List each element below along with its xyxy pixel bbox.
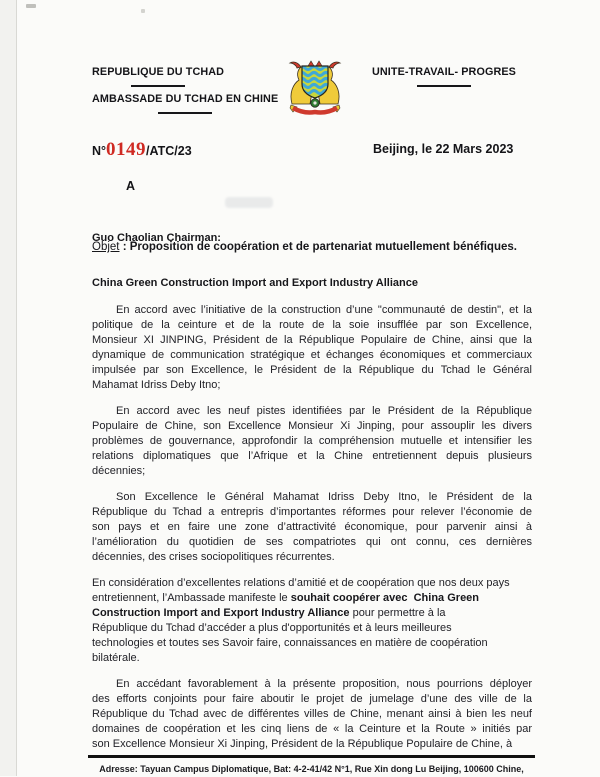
letterhead-left [92,66,278,120]
body-line: entretiennent, l’Ambassade manifeste le souhait coopérer avec China Green [92,592,480,604]
body-line: dynamique de communication stratégique et échanges économiques et commerciaux [92,349,532,361]
letterhead-right [372,66,516,93]
reference-prefix: N° [92,144,107,158]
paragraph [92,303,532,393]
body-line: République du Tchad d’accéder a plus d'opportunités et à leurs meilleures [92,622,452,634]
body-line: En considération d’excellentes relations d’amitié et de coopération que nos deux pays [92,577,510,589]
scan-speck [26,4,36,8]
reference-digits: 0149 [106,139,147,160]
subject-separator: : [119,241,130,253]
salutation: A [126,179,136,193]
body-line: En accord avec l’initiative de la construction d’une "communauté de destin", et la [116,304,532,316]
body-line: Populaire de Chine, son Excellence Monsieur Xi Jinping, pour assouplir les divers [92,420,532,432]
divider-rule [417,85,471,87]
reference-number [92,139,192,161]
country-title: REPUBLIQUE DU TCHAD [92,66,225,78]
body-line: relations diplomatiques que l’Afrique et la Chine entretiennent depuis plusieurs [92,450,532,462]
body-line: bilatérale. [92,652,140,664]
letter-body [92,303,532,763]
body-line: domaines de coopération et les cinq liens de « la Ceinture et la Route » initiés par [92,723,532,735]
subject-line [92,239,536,255]
body-line: Monsieur XI JINPING, Président de la République Populaire de Chine, ainsi que la [92,334,532,346]
reference-suffix: /ATC/23 [146,144,192,158]
scan-page-edge [0,0,17,776]
divider-rule [158,112,212,114]
motto-title: UNITE-TRAVAIL- PROGRES [372,66,516,78]
body-line: son pays et en faire une zone d’attractivité économique, pour parvenir ainsi à [92,521,532,533]
footer-rule [88,755,535,758]
body-line: République du Tchad avec de différentes villes de Chine, menant ainsi à bien les neuf [92,708,532,720]
body-line: Mahamat Idriss Deby Itno; [92,379,221,391]
body-line: des efforts conjoints pour faire aboutir le projet de jumelage d’une des ville de la [92,693,532,705]
subject-label: Objet [92,241,120,253]
body-line: En accord avec les neuf pistes identifiées par le Président de la République [116,405,532,417]
embassy-title: AMBASSADE DU TCHAD EN CHINE [92,93,279,105]
body-line: problèmes de gouvernance, approfondir la compréhension mutuelle et intensifier les [92,435,532,447]
body-line: son Excellence Monsieur Xi Jinping, Président de la République Populaire de Chine, à [92,738,513,750]
subject-text: Proposition de coopération et de partenariat mutuellement bénéfiques. [129,241,517,253]
body-line: décennies; [92,465,146,477]
body-line: République du Tchad a entrepris d’importantes réformes pour relever l’économie de [92,506,532,518]
paragraph [92,677,532,752]
body-line: décennies, des crises sociopolitiques récurrentes. [92,551,335,563]
chad-coat-of-arms-icon [281,58,349,118]
paragraph [92,576,532,666]
body-line: l’amélioration du quotidien de ses compatriotes qui ont connu, ces dernières [92,536,532,548]
date-line: Beijing, le 22 Mars 2023 [373,142,514,156]
body-line: impulsée par son Excellence, le Président de la République du Tchad le Général [92,364,532,376]
paragraph [92,490,532,565]
addressee-name: Guo Chaolian Chairman: [92,232,221,244]
footer-address: Adresse: Tayuan Campus Diplomatique, Bat: 4-2-41/42 N°1, Rue Xin dong Lu Beijing, 100600 Chine, [99,764,524,774]
body-line: Son Excellence le Général Mahamat Idriss Deby Itno, le Président de la [116,491,532,503]
body-line: Construction Import and Export Industry Alliance pour permettre à la [92,607,446,619]
body-line: En accédant favorablement à la présente proposition, nous pourrions déployer [116,678,532,690]
body-line: politique de la ceinture et de la route de la soie insufflée par son Excellence, [92,319,532,331]
divider-rule [131,85,185,87]
paragraph [92,404,532,479]
scan-speck [141,9,145,13]
addressee-organization: China Green Construction Import and Export Industry Alliance [92,277,418,289]
body-line: technologies et toutes ses Savoir faire, connaissances en matière de coopération [92,637,488,649]
